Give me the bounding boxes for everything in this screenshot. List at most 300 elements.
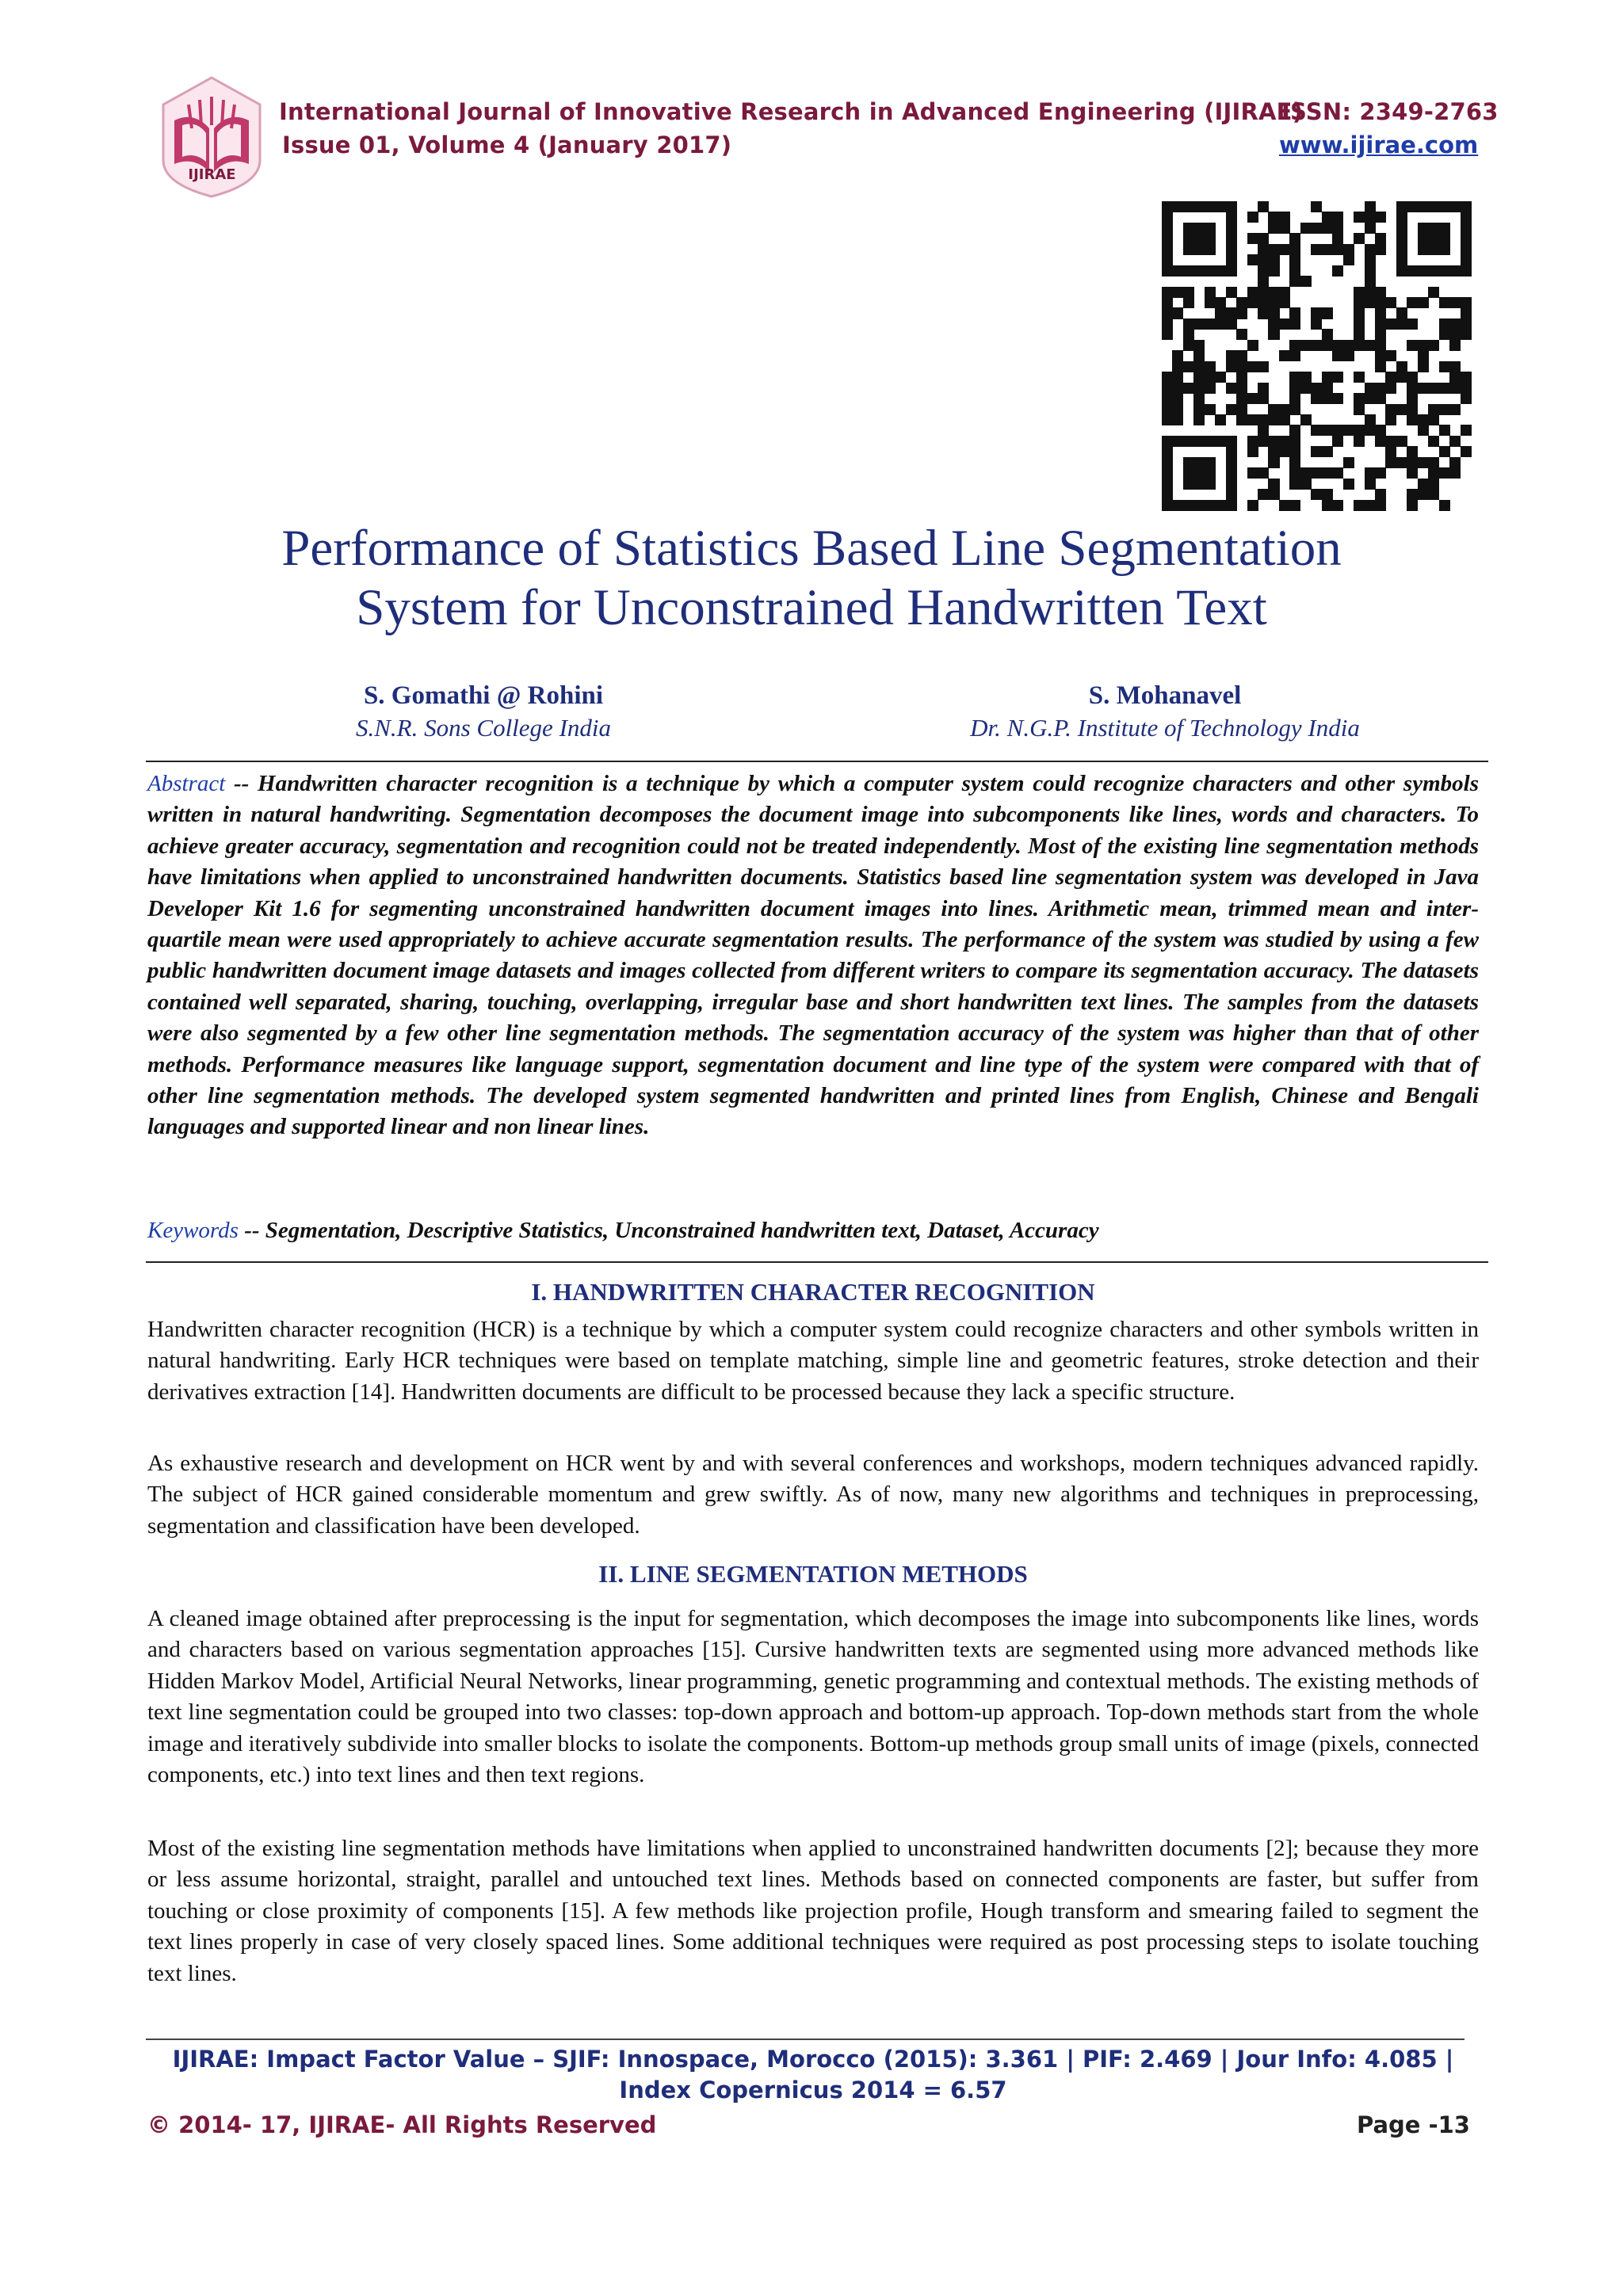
qr-module [1193, 467, 1205, 479]
qr-module [1375, 500, 1386, 511]
qr-module [1205, 467, 1216, 479]
qr-module [1268, 489, 1279, 500]
qr-module [1247, 297, 1258, 308]
qr-module [1289, 425, 1300, 436]
qr-module [1183, 297, 1194, 308]
qr-module [1407, 446, 1418, 457]
qr-module [1418, 201, 1429, 212]
qr-module [1258, 436, 1269, 447]
qr-module [1322, 467, 1333, 479]
qr-module [1439, 223, 1450, 234]
paragraph: Most of the existing line segmentation methods have limitations when applied to unconstrained handwritten documents [2]; because they more or less assume horizontal, straight, parallel and untouched text lines. Methods based on connected components are faster, but suffer from touching or close proximity of components [15]. A few methods like projection profile, Hough transform and smearing failed to segment the text lines properly in case of very closely spaced lines. Some additional techniques were required as post processing steps to isolate touching text lines. [147, 1836, 1479, 1986]
qr-module [1258, 244, 1269, 255]
qr-module [1268, 244, 1279, 255]
qr-module [1354, 233, 1365, 244]
paragraph: As exhaustive research and development on HCR went by and with several conferences and workshops, modern techniques advanced rapidly. The subject of HCR gained considerable momentum and grew swiftly. As of now, many new algorithms and techniques in preprocessing, segmentation and classification have been developed. [147, 1451, 1479, 1539]
qr-module [1332, 340, 1343, 351]
qr-module [1279, 404, 1290, 415]
qr-module [1247, 414, 1258, 425]
qr-module [1300, 479, 1312, 490]
qr-module [1311, 201, 1322, 212]
qr-module [1289, 276, 1300, 287]
qr-module [1461, 383, 1472, 394]
qr-module [1226, 233, 1237, 244]
qr-module [1428, 489, 1439, 500]
qr-module [1247, 287, 1258, 298]
qr-module [1385, 350, 1396, 361]
qr-module [1247, 361, 1258, 372]
qr-module [1418, 489, 1429, 500]
qr-module [1461, 254, 1472, 265]
qr-module [1418, 233, 1429, 244]
qr-module [1375, 425, 1386, 436]
qr-module [1365, 500, 1376, 511]
issn: ISSN: 2349-2763 [1281, 98, 1499, 125]
qr-module [1268, 318, 1279, 330]
qr-module [1461, 372, 1472, 383]
qr-module [1439, 425, 1450, 436]
qr-module [1289, 265, 1300, 277]
qr-module [1428, 436, 1439, 447]
qr-module [1343, 457, 1354, 468]
qr-module [1193, 404, 1205, 415]
qr-module [1162, 297, 1173, 308]
qr-module [1461, 265, 1472, 277]
qr-module [1322, 425, 1333, 436]
qr-module [1162, 479, 1173, 490]
qr-module [1258, 201, 1269, 212]
qr-module [1418, 244, 1429, 255]
qr-module [1322, 489, 1333, 500]
qr-module [1354, 425, 1365, 436]
abstract-label: Abstract [147, 771, 226, 796]
qr-module [1396, 212, 1407, 223]
qr-module [1428, 201, 1439, 212]
qr-module [1162, 414, 1173, 425]
qr-module [1162, 201, 1173, 212]
journal-name: International Journal of Innovative Research in Advanced Engineering (IJIRAE) [279, 98, 1304, 125]
qr-module [1258, 254, 1269, 265]
issue-info: Issue 01, Volume 4 (January 2017) [282, 132, 732, 158]
qr-module [1396, 372, 1407, 383]
qr-module [1226, 318, 1237, 330]
qr-module [1365, 223, 1376, 234]
qr-module [1439, 201, 1450, 212]
qr-module [1449, 436, 1461, 447]
qr-module [1183, 479, 1194, 490]
qr-module [1396, 223, 1407, 234]
qr-module [1258, 297, 1269, 308]
qr-module [1258, 393, 1269, 404]
qr-module [1226, 307, 1237, 318]
qr-module [1193, 361, 1205, 372]
qr-module [1183, 436, 1194, 447]
qr-module [1449, 372, 1461, 383]
qr-module [1343, 340, 1354, 351]
qr-module [1268, 479, 1279, 490]
qr-module [1268, 446, 1279, 457]
qr-module [1418, 350, 1429, 361]
qr-module [1375, 350, 1386, 361]
qr-module [1428, 414, 1439, 425]
footer-divider [146, 2039, 1465, 2040]
qr-module [1300, 467, 1312, 479]
qr-module [1461, 329, 1472, 340]
qr-module [1205, 318, 1216, 330]
qr-module [1289, 318, 1300, 330]
qr-module [1258, 361, 1269, 372]
qr-module [1258, 414, 1269, 425]
qr-module [1226, 489, 1237, 500]
qr-module [1311, 340, 1322, 351]
qr-module [1375, 297, 1386, 308]
qr-module [1289, 383, 1300, 394]
qr-module [1268, 404, 1279, 415]
qr-module [1162, 446, 1173, 457]
qr-module [1172, 383, 1183, 394]
qr-module [1375, 307, 1386, 318]
qr-module [1332, 265, 1343, 277]
qr-module [1354, 318, 1365, 330]
qr-module [1375, 287, 1386, 298]
qr-module [1375, 489, 1386, 500]
qr-module [1193, 457, 1205, 468]
qr-module [1279, 297, 1290, 308]
qr-module [1193, 414, 1205, 425]
qr-module [1183, 265, 1194, 277]
qr-module [1375, 329, 1386, 340]
qr-module [1279, 223, 1290, 234]
qr-module [1322, 244, 1333, 255]
qr-module [1162, 244, 1173, 255]
qr-module [1183, 233, 1194, 244]
qr-module [1461, 223, 1472, 234]
qr-module [1439, 329, 1450, 340]
qr-module [1172, 361, 1183, 372]
qr-module [1428, 467, 1439, 479]
qr-module [1418, 297, 1429, 308]
qr-module [1258, 276, 1269, 287]
qr-module [1439, 404, 1450, 415]
qr-module [1205, 479, 1216, 490]
qr-module [1428, 233, 1439, 244]
qr-module [1375, 212, 1386, 223]
qr-module [1226, 500, 1237, 511]
qr-module [1205, 201, 1216, 212]
qr-module [1183, 500, 1194, 511]
qr-module [1407, 404, 1418, 415]
qr-module [1162, 233, 1173, 244]
qr-module [1226, 223, 1237, 234]
qr-module [1428, 457, 1439, 468]
qr-module [1162, 467, 1173, 479]
paper-title [158, 519, 1465, 638]
qr-module [1215, 201, 1226, 212]
qr-module [1396, 254, 1407, 265]
qr-module [1396, 265, 1407, 277]
qr-module [1418, 383, 1429, 394]
qr-module [1268, 307, 1279, 318]
qr-module [1407, 383, 1418, 394]
qr-module [1461, 425, 1472, 436]
qr-module [1193, 436, 1205, 447]
author-name: S. Gomathi @ Rohini [363, 681, 604, 710]
qr-module [1226, 467, 1237, 479]
qr-module [1354, 500, 1365, 511]
impact-line-1: IJIRAE: Impact Factor Value – SJIF: Innospace, Morocco (2015): 3.361 | PIF: 2.469 | Jour Info: 4.085 | [172, 2046, 1454, 2073]
qr-module [1332, 425, 1343, 436]
paragraph: Handwritten character recognition (HCR) is a technique by which a computer system could recognize characters and other symbols written in natural handwriting. Early HCR techniques were based on template matching, simple line and geometric features, stroke detection and their derivatives extraction [14]. Handwritten documents are difficult to be processed because they lack a specific structure. [147, 1317, 1479, 1405]
qr-module [1322, 212, 1333, 223]
qr-module [1449, 361, 1461, 372]
qr-module [1268, 297, 1279, 308]
qr-module [1365, 287, 1376, 298]
qr-module [1289, 479, 1300, 490]
qr-module [1226, 446, 1237, 457]
qr-module [1407, 414, 1418, 425]
qr-module [1289, 436, 1300, 447]
qr-module [1311, 467, 1322, 479]
title-line-2: System for Unconstrained Handwritten Text [356, 578, 1267, 636]
qr-module [1461, 318, 1472, 330]
qr-module [1268, 212, 1279, 223]
qr-module [1279, 212, 1290, 223]
qr-module [1343, 244, 1354, 255]
qr-module [1418, 457, 1429, 468]
qr-module [1439, 361, 1450, 372]
qr-module [1162, 404, 1173, 415]
qr-module [1428, 265, 1439, 277]
qr-module [1205, 361, 1216, 372]
qr-module [1385, 318, 1396, 330]
qr-module [1343, 479, 1354, 490]
qr-module [1396, 201, 1407, 212]
qr-module [1311, 244, 1322, 255]
qr-module [1193, 244, 1205, 255]
qr-module [1332, 372, 1343, 383]
qr-module [1375, 233, 1386, 244]
qr-module [1449, 329, 1461, 340]
qr-module [1322, 307, 1333, 318]
qr-module [1193, 393, 1205, 404]
qr-module [1205, 436, 1216, 447]
qr-module [1311, 393, 1322, 404]
qr-module [1375, 436, 1386, 447]
qr-module [1385, 372, 1396, 383]
qr-module [1215, 307, 1226, 318]
qr-module [1226, 265, 1237, 277]
qr-module [1311, 425, 1322, 436]
qr-module [1193, 372, 1205, 383]
qr-module [1247, 212, 1258, 223]
qr-module [1226, 457, 1237, 468]
qr-module [1332, 223, 1343, 234]
qr-module [1162, 212, 1173, 223]
qr-module [1162, 329, 1173, 340]
qr-module [1289, 372, 1300, 383]
qr-module [1365, 265, 1376, 277]
qr-module [1247, 467, 1258, 479]
qr-module [1172, 287, 1183, 298]
qr-module [1205, 244, 1216, 255]
qr-module [1162, 307, 1173, 318]
qr-module [1205, 500, 1216, 511]
qr-module [1279, 287, 1290, 298]
qr-module [1449, 265, 1461, 277]
qr-module [1461, 297, 1472, 308]
qr-module [1289, 340, 1300, 351]
qr-module [1226, 436, 1237, 447]
qr-module [1385, 383, 1396, 394]
qr-module [1332, 233, 1343, 244]
qr-module [1385, 414, 1396, 425]
qr-module [1365, 383, 1376, 394]
qr-module [1449, 457, 1461, 468]
qr-module [1449, 467, 1461, 479]
qr-module [1268, 414, 1279, 425]
qr-module [1461, 212, 1472, 223]
qr-module [1407, 265, 1418, 277]
qr-module [1205, 457, 1216, 468]
qr-module [1439, 265, 1450, 277]
qr-module [1247, 393, 1258, 404]
keywords-label: Keywords [147, 1218, 239, 1243]
qr-module [1407, 201, 1418, 212]
qr-module [1289, 457, 1300, 468]
qr-module [1322, 223, 1333, 234]
qr-module [1365, 201, 1376, 212]
qr-module [1418, 361, 1429, 372]
qr-module [1311, 383, 1322, 394]
title-line-1: Performance of Statistics Based Line Segmentation [281, 520, 1342, 577]
divider [146, 1261, 1488, 1263]
qr-module [1268, 457, 1279, 468]
qr-module [1193, 350, 1205, 361]
qr-module [1236, 383, 1247, 394]
qr-module [1375, 361, 1386, 372]
qr-module [1258, 489, 1269, 500]
qr-module [1226, 212, 1237, 223]
qr-module [1289, 446, 1300, 457]
qr-module [1172, 404, 1183, 415]
qr-module [1375, 393, 1386, 404]
qr-module [1162, 254, 1173, 265]
page-number: Page -13 [1357, 2111, 1470, 2138]
qr-module [1215, 318, 1226, 330]
qr-module [1365, 212, 1376, 223]
qr-module [1236, 393, 1247, 404]
qr-module [1322, 500, 1333, 511]
qr-module [1226, 361, 1237, 372]
qr-module [1226, 350, 1237, 361]
qr-module [1183, 201, 1194, 212]
qr-module [1193, 201, 1205, 212]
qr-module [1247, 233, 1258, 244]
qr-module [1407, 393, 1418, 404]
qr-module [1258, 233, 1269, 244]
qr-module [1226, 244, 1237, 255]
qr-module [1449, 201, 1461, 212]
qr-module [1226, 479, 1237, 490]
qr-module [1375, 467, 1386, 479]
qr-module [1215, 436, 1226, 447]
qr-module [1268, 436, 1279, 447]
qr-module [1300, 383, 1312, 394]
qr-module [1375, 244, 1386, 255]
qr-module [1375, 383, 1386, 394]
qr-module [1162, 318, 1173, 330]
qr-module [1311, 307, 1322, 318]
qr-module [1172, 500, 1183, 511]
qr-module [1247, 340, 1258, 351]
qr-module [1172, 393, 1183, 404]
qr-module [1449, 404, 1461, 415]
author-1 [293, 681, 674, 742]
qr-module [1311, 446, 1322, 457]
qr-module [1418, 265, 1429, 277]
qr-module [1215, 414, 1226, 425]
qr-module [1162, 265, 1173, 277]
qr-module [1354, 404, 1365, 415]
qr-module [1407, 340, 1418, 351]
qr-module [1418, 414, 1429, 425]
qr-module [1162, 393, 1173, 404]
qr-module [1354, 212, 1365, 223]
qr-module [1439, 297, 1450, 308]
qr-module [1439, 500, 1450, 511]
qr-module [1279, 414, 1290, 425]
qr-module [1407, 297, 1418, 308]
abstract-text: -- Handwritten character recognition is a technique by which a computer system could recognize characters and other symbols written in natural handwriting. Segmentation decomposes the document image into subcomponents like lines, words and characters. To achieve greater accuracy, segmentation and recognition could not be treated independently. Most of the existing line segmentation methods have limitations when applied to unconstrained handwritten documents. Statistics based line segmentation system was developed in Java Developer Kit 1.6 for segmenting unconstrained handwritten document images into lines. Arithmetic mean, trimmed mean and inter-quartile mean were used appropriately to achieve accurate segmentation results. The performance of the system was studied by using a few public handwritten document image datasets and images collected from different writers to compare its segmentation accuracy. The datasets contained well separated, sharing, touching, overlapping, irregular base and short handwritten text lines. The samples from the datasets were also segmented by a few other line segmentation methods. The segmentation accuracy of the system was higher than that of other methods. Performance measures like language support, segmentation document and line type of the system were compared with that of other line segmentation methods. The developed system segmented handwritten and printed lines from English, Chinese and Bengali languages and supported linear and non linear lines. [147, 771, 1479, 1140]
qr-module [1300, 223, 1312, 234]
qr-module [1332, 350, 1343, 361]
qr-module [1418, 340, 1429, 351]
qr-module [1215, 500, 1226, 511]
qr-module [1289, 244, 1300, 255]
website-link[interactable]: www.ijirae.com [1279, 132, 1479, 158]
qr-module [1332, 393, 1343, 404]
qr-module [1332, 436, 1343, 447]
qr-module [1449, 297, 1461, 308]
qr-module [1279, 318, 1290, 330]
qr-module [1236, 361, 1247, 372]
qr-module [1461, 201, 1472, 212]
qr-module [1332, 467, 1343, 479]
qr-module [1183, 457, 1194, 468]
qr-module [1193, 223, 1205, 234]
qr-module [1247, 500, 1258, 511]
qr-module [1439, 233, 1450, 244]
qr-module [1354, 307, 1365, 318]
qr-module [1322, 383, 1333, 394]
qr-module [1385, 446, 1396, 457]
qr-module [1428, 404, 1439, 415]
qr-module [1396, 361, 1407, 372]
qr-module [1215, 297, 1226, 308]
qr-module [1183, 244, 1194, 255]
qr-module [1236, 372, 1247, 383]
qr-module [1396, 457, 1407, 468]
qr-module [1162, 223, 1173, 234]
qr-module [1396, 318, 1407, 330]
qr-module [1268, 223, 1279, 234]
qr-module [1289, 307, 1300, 318]
divider [146, 761, 1488, 762]
qr-module [1428, 383, 1439, 394]
qr-module [1172, 372, 1183, 383]
ijirae-logo [151, 73, 273, 200]
qr-module [1354, 297, 1365, 308]
